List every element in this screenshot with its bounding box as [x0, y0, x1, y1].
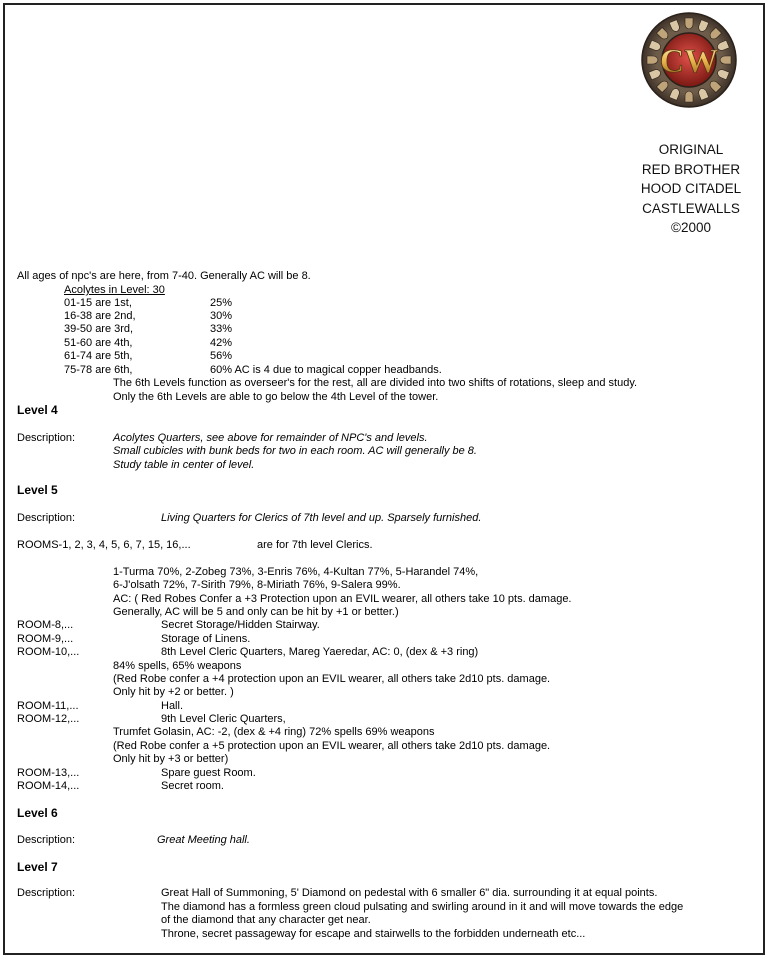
- acolyte-pct: 30%: [210, 310, 233, 322]
- description-text: Acolytes Quarters, see above for remainder of NPC's and levels.: [113, 432, 428, 444]
- rooms-label: ROOMS-1, 2, 3, 4, 5, 6, 7, 15, 16,...: [17, 539, 191, 551]
- description-label: Description:: [17, 512, 76, 524]
- room-detail: 84% spells, 65% weapons: [113, 660, 242, 672]
- level-heading: Level 6: [17, 806, 58, 820]
- cleric-line: AC: ( Red Robes Confer a +3 Protection upon an EVIL wearer, all others take 10 pts. damage.: [113, 593, 572, 605]
- description-label: Description:: [17, 887, 76, 899]
- credit-block: [628, 140, 754, 238]
- room-detail: Only hit by +3 or better): [113, 753, 229, 765]
- acolyte-pct: 56%: [210, 350, 233, 362]
- cleric-line: 1-Turma 70%, 2-Zobeg 73%, 3-Enris 76%, 4-Kultan 77%, 5-Harandel 74%,: [113, 566, 479, 578]
- room-label: ROOM-8,...: [17, 619, 74, 631]
- acolyte-range: 39-50 are 3rd,: [64, 323, 134, 335]
- credit-line: CASTLEWALLS: [642, 200, 740, 216]
- level-heading: Level 7: [17, 860, 58, 874]
- acolyte-range: 75-78 are 6th,: [64, 364, 133, 376]
- room-text: Spare guest Room.: [161, 767, 256, 779]
- acolytes-heading: Acolytes in Level: 30: [64, 284, 165, 296]
- room-text: Secret room.: [161, 780, 224, 792]
- shield-icon: [647, 56, 658, 64]
- shield-icon: [685, 18, 693, 29]
- acolyte-pct: 42%: [210, 337, 233, 349]
- description-text: The diamond has a formless green cloud pulsating and swirling around in it and will move towards the edge: [161, 901, 684, 913]
- description-text: Small cubicles with bunk beds for two in each room. AC will generally be 8.: [113, 445, 477, 457]
- description-text: Great Meeting hall.: [157, 834, 250, 846]
- description-label: Description:: [17, 432, 76, 444]
- acolyte-pct: 60% AC is 4 due to magical copper headbands.: [210, 364, 442, 376]
- acolyte-range: 61-74 are 5th,: [64, 350, 133, 362]
- room-label: ROOM-10,...: [17, 646, 80, 658]
- shield-icon: [685, 91, 693, 102]
- acolyte-range: 01-15 are 1st,: [64, 297, 132, 309]
- room-text: Secret Storage/Hidden Stairway.: [161, 619, 320, 631]
- room-text: 9th Level Cleric Quarters,: [161, 713, 286, 725]
- cw-emblem-icon: [641, 12, 737, 108]
- acolyte-pct: 25%: [210, 297, 233, 309]
- shield-icon: [720, 56, 731, 64]
- description-label: Description:: [17, 834, 76, 846]
- description-text: Living Quarters for Clerics of 7th level and up. Sparsely furnished.: [161, 512, 482, 524]
- room-label: ROOM-13,...: [17, 767, 80, 779]
- description-text: of the diamond that any character get near.: [161, 914, 371, 926]
- description-text: Great Hall of Summoning, 5' Diamond on pedestal with 6 smaller 6" dia. surrounding it at equal points.: [161, 887, 658, 899]
- room-label: ROOM-14,...: [17, 780, 80, 792]
- cleric-line: Generally, AC will be 5 and only can be hit by +1 or better.): [113, 606, 399, 618]
- description-text: Study table in center of level.: [113, 459, 255, 471]
- cleric-line: 6-J'olsath 72%, 7-Sirith 79%, 8-Miriath 76%, 9-Salera 99%.: [113, 579, 401, 591]
- room-detail: (Red Robe confer a +4 protection upon an EVIL wearer, all others take 2d10 pts. damage.: [113, 673, 551, 685]
- intro-text: All ages of npc's are here, from 7-40. Generally AC will be 8.: [17, 270, 311, 282]
- castlewalls-logo: [641, 12, 737, 108]
- room-detail: Trumfet Golasin, AC: -2, (dex & +4 ring) 72% spells 69% weapons: [113, 726, 435, 738]
- room-text: 8th Level Cleric Quarters, Mareg Yaeredar, AC: 0, (dex & +3 ring): [161, 646, 479, 658]
- room-label: ROOM-12,...: [17, 713, 80, 725]
- room-label: ROOM-9,...: [17, 633, 74, 645]
- rooms-text: are for 7th level Clerics.: [257, 539, 373, 551]
- logo-initials: CW: [659, 43, 719, 80]
- level-heading: Level 4: [17, 403, 58, 417]
- room-detail: (Red Robe confer a +5 protection upon an EVIL wearer, all others take 2d10 pts. damage.: [113, 740, 551, 752]
- acolyte-pct: 33%: [210, 323, 233, 335]
- description-text: Throne, secret passageway for escape and stairwells to the forbidden underneath etc...: [161, 928, 586, 940]
- credit-line: ORIGINAL: [658, 142, 724, 157]
- credit-line: RED BROTHER: [641, 161, 741, 177]
- acolyte-range: 51-60 are 4th,: [64, 337, 133, 349]
- credit-line: HOOD CITADEL: [640, 181, 742, 196]
- level-heading: Level 5: [17, 483, 58, 497]
- credit-line: ©2000: [671, 220, 711, 235]
- room-text: Hall.: [161, 700, 184, 712]
- acolyte-note: The 6th Levels function as overseer's for the rest, all are divided into two shifts of rotations, sleep and study.: [113, 377, 638, 389]
- room-label: ROOM-11,...: [17, 700, 79, 712]
- room-detail: Only hit by +2 or better. ): [113, 686, 234, 698]
- acolyte-note: Only the 6th Levels are able to go below the 4th Level of the tower.: [113, 391, 439, 403]
- room-text: Storage of Linens.: [161, 633, 251, 645]
- acolyte-range: 16-38 are 2nd,: [64, 310, 136, 322]
